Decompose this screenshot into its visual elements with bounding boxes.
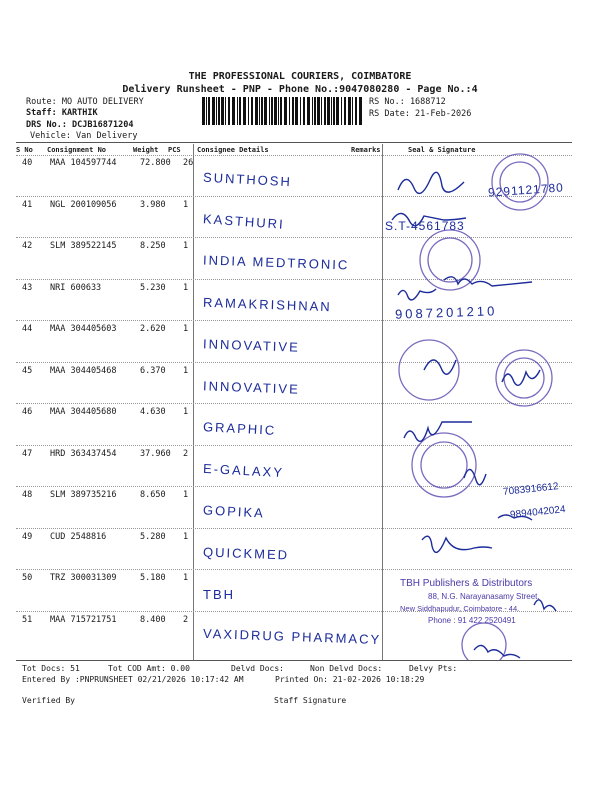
signature-row44 bbox=[424, 360, 456, 374]
barcode-bar bbox=[208, 97, 210, 125]
runsheet-subtitle: Delivery Runsheet - PNP - Phone No.:9047080280 - Page No.:4 bbox=[122, 84, 478, 95]
row-weight: 8.400 bbox=[140, 614, 166, 625]
row-weight: 2.620 bbox=[140, 324, 166, 334]
signature-row50 bbox=[534, 600, 556, 611]
barcode-bar bbox=[359, 97, 362, 125]
row-consignee-name: KASTHURI bbox=[202, 210, 286, 232]
row-sno: 48 bbox=[22, 490, 33, 500]
col-weight: Weight bbox=[133, 146, 159, 154]
row-sno: 47 bbox=[22, 448, 33, 459]
row-weight: 37.960 bbox=[140, 448, 171, 459]
row-weight: 8.250 bbox=[140, 241, 166, 251]
barcode-bar bbox=[344, 97, 346, 125]
barcode-bar bbox=[352, 97, 353, 125]
row-pcs: 1 bbox=[183, 241, 189, 251]
barcode-bar bbox=[280, 97, 282, 125]
verified-by: Verified By bbox=[22, 696, 75, 705]
entered-by: Entered By :PNPRUNSHEET 02/21/2026 10:17:42 AM bbox=[22, 675, 244, 684]
barcode-bar bbox=[295, 97, 298, 125]
row-sno: 46 bbox=[22, 407, 33, 417]
barcode-bar bbox=[202, 97, 205, 125]
barcode-bar bbox=[312, 97, 313, 125]
row-sno: 41 bbox=[22, 199, 33, 210]
barcode-bar bbox=[218, 97, 220, 125]
staff-signature: Staff Signature bbox=[274, 696, 347, 705]
row-consignment-no: NGL 200109056 bbox=[50, 199, 117, 210]
barcode-bar bbox=[212, 97, 215, 125]
row-consignment-no: TRZ 300031309 bbox=[50, 573, 117, 583]
barcode-bar bbox=[284, 97, 287, 125]
col-remarks: Remarks bbox=[351, 146, 381, 154]
barcode-bar bbox=[355, 97, 357, 125]
col-consignee: Consignee Details bbox=[197, 146, 269, 154]
drs-label: DRS No.: DCJB16871204 bbox=[26, 120, 134, 130]
row-pcs: 2 bbox=[183, 614, 189, 625]
row-consignment-no: CUD 2548816 bbox=[50, 531, 107, 542]
row-consignee-name: GRAPHIC bbox=[202, 419, 277, 438]
col-pcs: PCS bbox=[168, 146, 181, 154]
row-consignee-name: QUICKMED bbox=[202, 544, 290, 562]
handwritten-number: S.T-4561783 bbox=[385, 219, 465, 233]
barcode-bar bbox=[216, 97, 217, 125]
barcode-bar bbox=[324, 97, 326, 125]
barcode-bar bbox=[206, 97, 207, 125]
row-consignee-name: TBH bbox=[203, 587, 235, 602]
row-consignment-no: MAA 304405603 bbox=[50, 324, 117, 334]
barcode-bar bbox=[237, 97, 238, 125]
signature-row45 bbox=[502, 370, 540, 385]
barcode-bar bbox=[274, 97, 277, 125]
row-consignment-no: HRD 363437454 bbox=[50, 448, 117, 459]
row-pcs: 1 bbox=[183, 573, 189, 583]
row-pcs: 1 bbox=[183, 407, 189, 417]
delivery-points: Delvy Pts: bbox=[409, 664, 458, 673]
printed-on: Printed On: 21-02-2026 10:18:29 bbox=[275, 675, 425, 684]
barcode-bar bbox=[289, 97, 290, 125]
barcode-bar bbox=[243, 97, 246, 125]
row-consignee-name: E-GALAXY bbox=[202, 460, 285, 480]
barcode-bar bbox=[269, 97, 270, 125]
seal-stamp-row51 bbox=[462, 623, 506, 660]
row-consignee-name: VAXIDRUG PHARMACY bbox=[202, 625, 382, 647]
barcode-bar bbox=[348, 97, 351, 125]
barcode-bar bbox=[278, 97, 279, 125]
non-delivered-docs: Non Delvd Docs: bbox=[310, 664, 383, 673]
barcode-bar bbox=[228, 97, 230, 125]
barcode-bar bbox=[336, 97, 339, 125]
row-consignee-name: GOPIKA bbox=[202, 502, 266, 521]
barcode-bar bbox=[239, 97, 241, 125]
signature-row40 bbox=[398, 172, 464, 193]
col-sno: S No bbox=[16, 146, 33, 154]
handwritten-number: 9894042024 bbox=[509, 504, 567, 521]
row-weight: 5.280 bbox=[140, 531, 166, 542]
barcode-bar bbox=[221, 97, 224, 125]
rs-number: RS No.: 1688712 bbox=[369, 97, 446, 107]
signature-row41 bbox=[392, 213, 466, 225]
row-consignee-name: INNOVATIVE bbox=[202, 377, 301, 397]
handwritten-number: 9291121780 bbox=[487, 180, 565, 200]
tbh-stamp-name: TBH Publishers & Distributors bbox=[400, 578, 533, 589]
table-top-border bbox=[16, 142, 572, 143]
vehicle-label: Vehicle: Van Delivery bbox=[30, 131, 138, 141]
row-consignment-no: MAA 304405468 bbox=[50, 365, 117, 376]
row-pcs: 1 bbox=[183, 199, 189, 210]
row-consignment-no: NRI 600633 bbox=[50, 282, 102, 293]
signature-row49 bbox=[422, 536, 492, 552]
barcode-image bbox=[200, 97, 365, 125]
barcode-bar bbox=[333, 97, 335, 125]
row-consignee-name: INDIA MEDTRONIC bbox=[202, 252, 350, 273]
row-weight: 72.800 bbox=[140, 158, 171, 168]
row-consignee-name: SUNTHOSH bbox=[202, 169, 293, 190]
signature-row51 bbox=[474, 645, 520, 658]
row-pcs: 2 bbox=[183, 448, 189, 459]
row-pcs: 1 bbox=[183, 282, 189, 293]
handwritten-number: 9087201210 bbox=[394, 303, 498, 322]
row-consignment-no: SLM 389522145 bbox=[50, 241, 117, 251]
table-bottom-border bbox=[16, 660, 572, 661]
row-sno: 50 bbox=[22, 573, 33, 583]
row-sno: 42 bbox=[22, 241, 33, 251]
barcode-bar bbox=[331, 97, 332, 125]
row-pcs: 1 bbox=[183, 324, 189, 334]
barcode-bar bbox=[255, 97, 258, 125]
row-pcs: 26 bbox=[183, 158, 194, 168]
seal-stamp-row42 bbox=[420, 230, 480, 290]
row-sno: 45 bbox=[22, 365, 33, 376]
barcode-bar bbox=[259, 97, 260, 125]
row-consignment-no: SLM 389735216 bbox=[50, 490, 117, 500]
total-cod: Tot COD Amt: 0.00 bbox=[108, 664, 190, 673]
row-consignee-name: RAMAKRISHNAN bbox=[202, 294, 332, 314]
col-seal: Seal & Signature bbox=[408, 146, 476, 154]
barcode-bar bbox=[300, 97, 301, 125]
staff-label: Staff: KARTHIK bbox=[26, 108, 98, 118]
col-consignment: Consignment No bbox=[47, 146, 107, 154]
signature-row43 bbox=[398, 289, 436, 300]
seal-stamp-row44 bbox=[399, 340, 459, 400]
row-pcs: 1 bbox=[183, 365, 189, 376]
divider-remarks bbox=[382, 144, 383, 660]
row-sno: 49 bbox=[22, 531, 33, 542]
tbh-stamp-phone: Phone : 91 422 2520491 bbox=[428, 616, 516, 625]
tbh-stamp-address2: New Siddhapudur, Coimbatore - 44. bbox=[400, 604, 520, 613]
barcode-bar bbox=[251, 97, 253, 125]
barcode-bar bbox=[292, 97, 294, 125]
barcode-bar bbox=[303, 97, 305, 125]
route-label: Route: MO AUTO DELIVERY bbox=[26, 97, 144, 107]
row-sno: 43 bbox=[22, 282, 33, 293]
row-weight: 3.980 bbox=[140, 199, 166, 210]
rs-date: RS Date: 21-Feb-2026 bbox=[369, 109, 472, 119]
row-weight: 6.370 bbox=[140, 365, 166, 376]
barcode-bar bbox=[225, 97, 226, 125]
barcode-bar bbox=[341, 97, 342, 125]
barcode-bar bbox=[271, 97, 273, 125]
tbh-stamp-address1: 88, N.G. Narayanasamy Street, bbox=[428, 592, 540, 601]
row-sno: 44 bbox=[22, 324, 33, 334]
row-consignment-no: MAA 304405680 bbox=[50, 407, 117, 417]
row-weight: 5.230 bbox=[140, 282, 166, 293]
barcode-bar bbox=[327, 97, 330, 125]
company-title: THE PROFESSIONAL COURIERS, COIMBATORE bbox=[188, 71, 412, 82]
row-pcs: 1 bbox=[183, 531, 189, 542]
handwritten-number: 7083916612 bbox=[502, 481, 560, 498]
row-pcs: 1 bbox=[183, 490, 189, 500]
divider-consignee bbox=[193, 144, 194, 660]
row-consignment-no: MAA 104597744 bbox=[50, 158, 117, 168]
barcode-bar bbox=[307, 97, 310, 125]
delivered-docs: Delvd Docs: bbox=[231, 664, 284, 673]
signature-row42 bbox=[444, 277, 532, 286]
row-weight: 4.630 bbox=[140, 407, 166, 417]
row-weight: 5.180 bbox=[140, 573, 166, 583]
row-sno: 51 bbox=[22, 614, 33, 625]
barcode-bar bbox=[248, 97, 249, 125]
row-consignee-name: INNOVATIVE bbox=[202, 336, 301, 355]
barcode-bar bbox=[314, 97, 316, 125]
row-sno: 40 bbox=[22, 158, 33, 168]
barcode-bar bbox=[317, 97, 320, 125]
row-consignment-no: MAA 715721751 bbox=[50, 614, 117, 625]
barcode-bar bbox=[261, 97, 263, 125]
total-docs: Tot Docs: 51 bbox=[22, 664, 80, 673]
row-weight: 8.650 bbox=[140, 490, 166, 500]
signature-row48 bbox=[498, 515, 532, 520]
barcode-bar bbox=[321, 97, 322, 125]
barcode-bar bbox=[264, 97, 267, 125]
barcode-bar bbox=[232, 97, 235, 125]
